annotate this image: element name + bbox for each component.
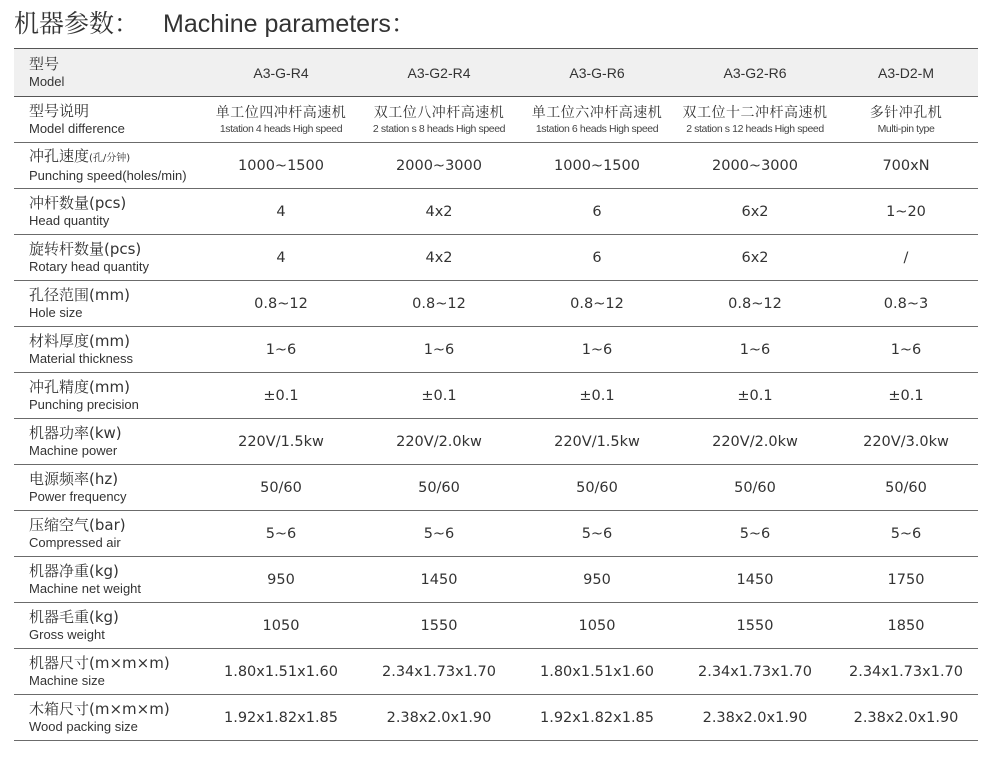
table-row [14, 603, 978, 649]
row-label [14, 373, 202, 419]
label-zh: 机器净重(kg) [29, 562, 119, 580]
table-cell: 1000~1500 [554, 157, 640, 174]
model-header: A3-D2-M [877, 64, 934, 81]
table-cell: 2.38x2.0x1.90 [853, 709, 959, 726]
label-zh: 电源频率(hz) [29, 470, 119, 488]
table-cell: 2.38x2.0x1.90 [702, 709, 808, 726]
table-row [14, 557, 978, 603]
label-en: Rotary head quantity [29, 259, 149, 274]
cell-en: 1station 4 heads High speed [219, 122, 343, 135]
label-zh: 型号说明 [29, 102, 90, 120]
table-cell: 5~6 [739, 525, 771, 542]
table-cell: 4x2 [425, 203, 453, 220]
table-cell: 950 [267, 571, 295, 588]
table-row [14, 511, 978, 557]
label-en: Material thickness [29, 351, 134, 366]
row-label [14, 97, 202, 143]
table-cell: 2.38x2.0x1.90 [386, 709, 492, 726]
row-label [14, 511, 202, 557]
label-zh: 机器毛重(kg) [29, 608, 119, 626]
table-cell: 50/60 [576, 479, 618, 496]
label-en: Wood packing size [29, 719, 138, 734]
table-row [14, 97, 978, 143]
label-en: Machine net weight [29, 581, 142, 596]
table-row [14, 695, 978, 741]
label-zh: 孔径范围(mm) [29, 286, 130, 304]
table-cell: 4x2 [425, 249, 453, 266]
table-cell: 0.8~12 [728, 295, 782, 312]
label-zh: 材料厚度(mm) [29, 332, 130, 350]
table-cell: 0.8~12 [412, 295, 466, 312]
label-en: Machine size [29, 673, 105, 688]
table-cell: 0.8~12 [254, 295, 308, 312]
table-cell: 1850 [887, 617, 925, 634]
table-cell: 1.92x1.82x1.85 [223, 709, 339, 726]
spec-rows [14, 189, 978, 741]
table-cell: 1~20 [886, 203, 926, 220]
table-cell: 1050 [578, 617, 616, 634]
machine-parameters-table [14, 48, 978, 741]
title-en: Machine parameters： [163, 10, 416, 38]
row-label [14, 603, 202, 649]
table-cell: / [903, 249, 909, 266]
table-cell: 50/60 [418, 479, 460, 496]
table-cell: 1450 [736, 571, 774, 588]
table-cell: ±0.1 [737, 387, 773, 404]
table-cell: 2000~3000 [396, 157, 482, 174]
table-cell: 220V/1.5kw [554, 433, 640, 450]
table-cell: 1000~1500 [238, 157, 324, 174]
row-label [14, 235, 202, 281]
label-zh-unit: (孔/分钟) [89, 153, 131, 164]
table-cell: 1750 [887, 571, 925, 588]
row-label [14, 465, 202, 511]
table-cell: 1~6 [423, 341, 455, 358]
table-row [14, 235, 978, 281]
label-zh: 机器功率(kw) [29, 424, 122, 442]
cell-en: 2 station s 8 heads High speed [372, 122, 506, 135]
label-zh: 型号 [29, 55, 60, 73]
table-cell: 1~6 [739, 341, 771, 358]
table-cell: ±0.1 [421, 387, 457, 404]
table-cell [518, 97, 676, 143]
cell-zh: 双工位八冲杆高速机 [373, 104, 505, 121]
table-cell: 1.80x1.51x1.60 [223, 663, 339, 680]
table-cell: 6 [592, 203, 602, 220]
table-cell: 1450 [420, 571, 458, 588]
row-label [14, 49, 202, 97]
row-label [14, 419, 202, 465]
label-zh: 压缩空气(bar) [29, 516, 126, 534]
table-cell: 220V/2.0kw [396, 433, 482, 450]
table-cell: 50/60 [734, 479, 776, 496]
label-en: Compressed air [29, 535, 121, 550]
table-cell: 1550 [736, 617, 774, 634]
label-zh [29, 147, 202, 168]
table-row [14, 143, 978, 189]
cell-zh: 单工位六冲杆高速机 [531, 104, 663, 121]
label-en: Hole size [29, 305, 83, 320]
table-cell: 6x2 [741, 203, 769, 220]
label-en: Model difference [29, 121, 125, 136]
row-label [14, 649, 202, 695]
table-cell: 5~6 [423, 525, 455, 542]
table-cell: 6x2 [741, 249, 769, 266]
table-cell: 1550 [420, 617, 458, 634]
table-cell: 2.34x1.73x1.70 [697, 663, 813, 680]
label-en: Machine power [29, 443, 118, 458]
table-cell: 4 [276, 249, 286, 266]
cell-en: 2 station s 12 heads High speed [686, 122, 824, 135]
table-cell: 1~6 [265, 341, 297, 358]
table-row [14, 649, 978, 695]
label-en: Head quantity [29, 213, 110, 228]
table-row [14, 189, 978, 235]
table-row [14, 465, 978, 511]
table-cell: ±0.1 [888, 387, 924, 404]
table-cell: 50/60 [885, 479, 927, 496]
table-header-row [14, 49, 978, 97]
table-cell: 2.34x1.73x1.70 [848, 663, 964, 680]
table-row [14, 281, 978, 327]
table-cell: 1~6 [890, 341, 922, 358]
label-en: Gross weight [29, 627, 105, 642]
table-cell: 6 [592, 249, 602, 266]
model-header: A3-G-R6 [569, 64, 625, 81]
table-cell: 5~6 [581, 525, 613, 542]
table-cell: 5~6 [890, 525, 922, 542]
table-cell: 1.80x1.51x1.60 [539, 663, 655, 680]
table-cell: 0.8~12 [570, 295, 624, 312]
row-label [14, 143, 202, 189]
label-zh: 旋转杆数量(pcs) [29, 240, 142, 258]
label-en: Punching speed(holes/min) [29, 168, 187, 183]
table-cell: ±0.1 [579, 387, 615, 404]
table-cell: 2000~3000 [712, 157, 798, 174]
table-cell: 4 [276, 203, 286, 220]
table-cell: ±0.1 [263, 387, 299, 404]
table-cell [202, 97, 360, 143]
table-row [14, 419, 978, 465]
table-cell: 1.92x1.82x1.85 [539, 709, 655, 726]
table-cell: 700xN [882, 157, 930, 174]
table-cell: 2.34x1.73x1.70 [381, 663, 497, 680]
row-label [14, 695, 202, 741]
table-row [14, 327, 978, 373]
model-header: A3-G2-R4 [407, 64, 471, 81]
table-cell: 1050 [262, 617, 300, 634]
table-cell: 220V/1.5kw [238, 433, 324, 450]
table-cell: 50/60 [260, 479, 302, 496]
row-label [14, 557, 202, 603]
table-cell: 0.8~3 [883, 295, 929, 312]
row-label [14, 189, 202, 235]
title-zh: 机器参数： [14, 9, 140, 38]
row-label [14, 281, 202, 327]
row-label [14, 327, 202, 373]
label-zh: 冲孔精度(mm) [29, 378, 130, 396]
label-zh: 机器尺寸(m×m×m) [29, 654, 170, 672]
label-en: Punching precision [29, 397, 139, 412]
label-en: Model [29, 74, 65, 89]
table-cell: 950 [583, 571, 611, 588]
cell-en: 1station 6 heads High speed [535, 122, 659, 135]
label-en: Power frequency [29, 489, 127, 504]
table-cell [676, 97, 834, 143]
table-cell [360, 97, 518, 143]
label-zh: 木箱尺寸(m×m×m) [29, 700, 170, 718]
page-title [14, 4, 416, 44]
cell-zh: 单工位四冲杆高速机 [215, 104, 347, 121]
model-header: A3-G2-R6 [723, 64, 787, 81]
cell-zh: 双工位十二冲杆高速机 [682, 104, 828, 121]
cell-zh: 多针冲孔机 [869, 104, 943, 121]
table-cell: 5~6 [265, 525, 297, 542]
label-zh-main: 冲孔速度 [29, 147, 90, 165]
table-cell [834, 97, 978, 143]
table-cell: 1~6 [581, 341, 613, 358]
label-zh: 冲杆数量(pcs) [29, 194, 127, 212]
table-cell: 220V/2.0kw [712, 433, 798, 450]
model-header: A3-G-R4 [253, 64, 309, 81]
table-row [14, 373, 978, 419]
cell-en: Multi-pin type [877, 122, 935, 135]
table-cell: 220V/3.0kw [863, 433, 949, 450]
